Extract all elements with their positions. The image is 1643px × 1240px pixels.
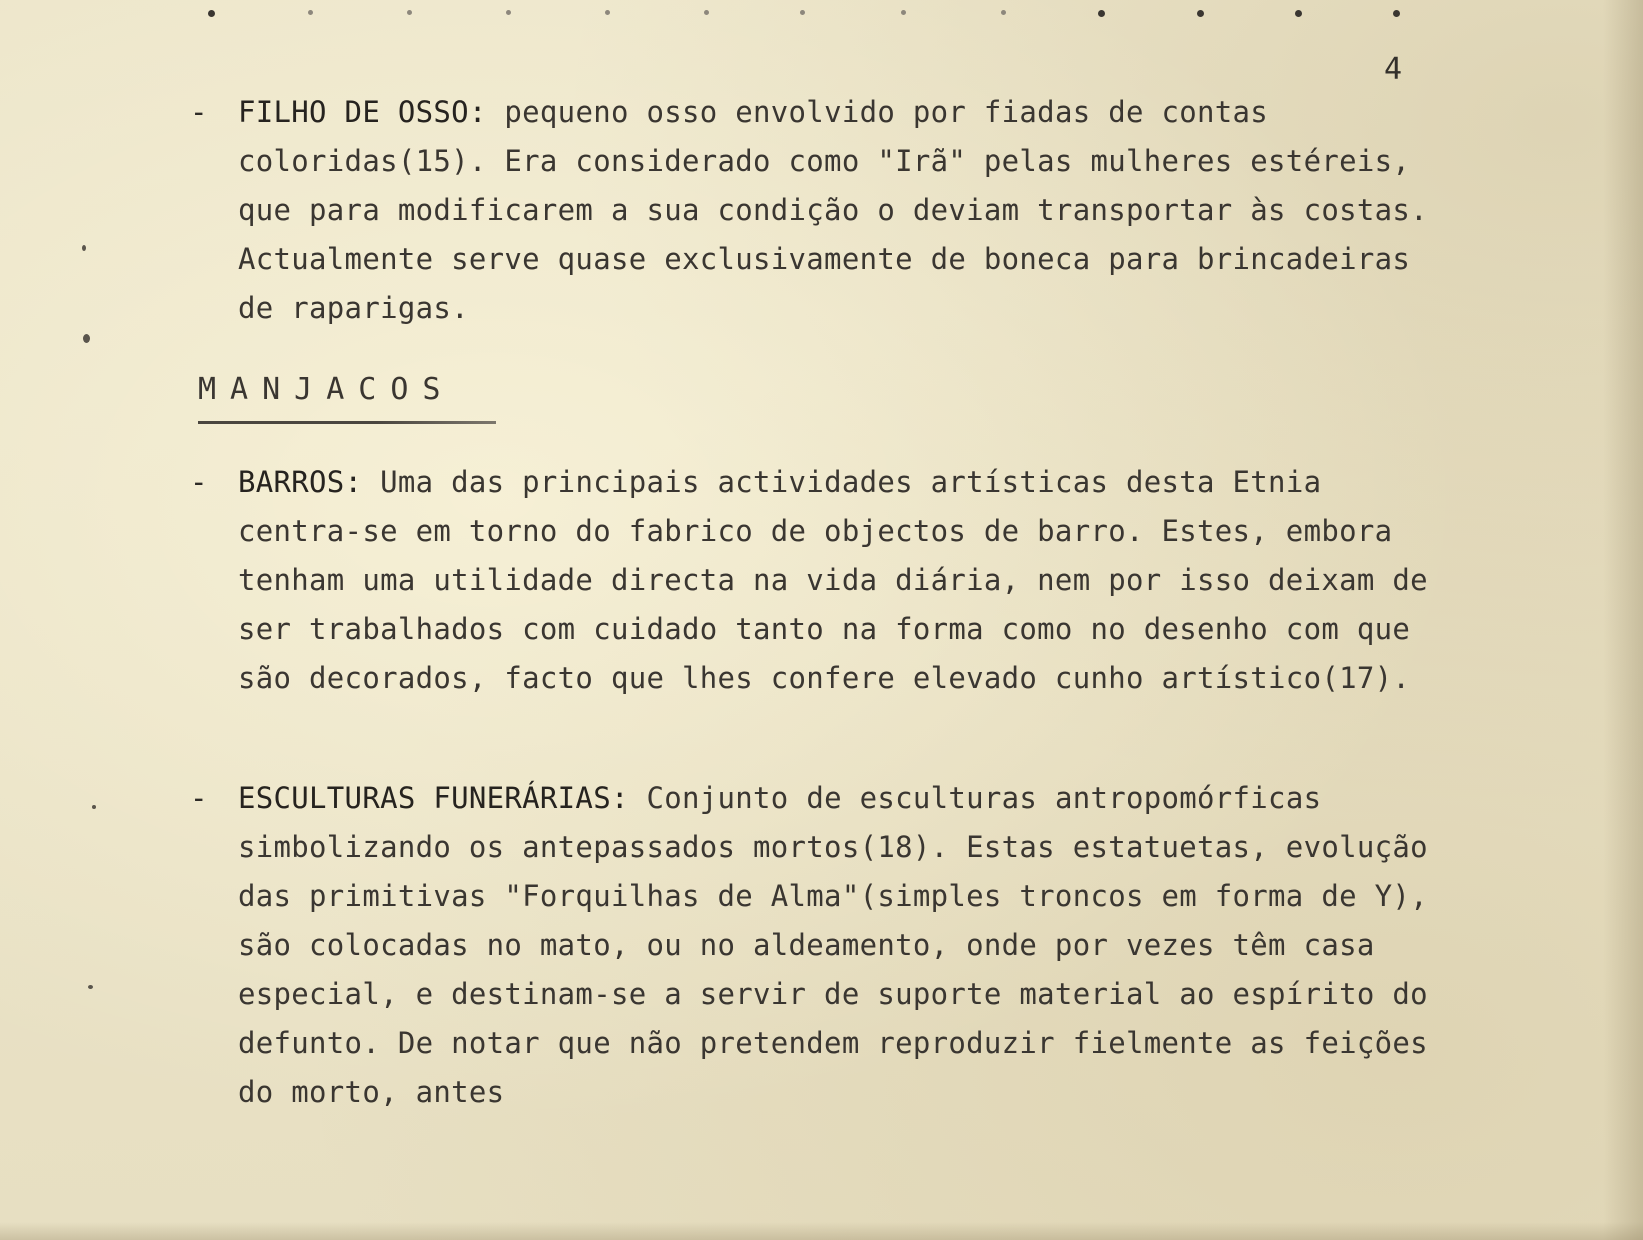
perforation-hole — [901, 10, 906, 15]
entry-paragraph — [190, 458, 1450, 703]
paper-speck — [92, 805, 96, 809]
perforation-row — [0, 10, 1643, 34]
entry-paragraph — [190, 88, 1450, 333]
entry-text: Uma das principais actividades artísticas desta Etnia centra-se em torno do fabrico de objectos de barro. Estes, embora tenham uma utilidade directa na vida diária, nem por isso deixam de ser trabalhados com cuidado tanto na forma como no desenho com que são decorados, facto que lhes confere elevado cunho artístico(17). — [238, 465, 1428, 695]
page-edge-shadow — [1603, 0, 1643, 1240]
entry-term: ESCULTURAS FUNERÁRIAS: — [238, 781, 629, 815]
entry-filho-de-osso — [190, 88, 1450, 333]
page-number: 4 — [1384, 52, 1403, 87]
perforation-hole — [1098, 10, 1105, 17]
perforation-hole — [308, 10, 313, 15]
entry-paragraph — [190, 774, 1450, 1117]
entry-term: FILHO DE OSSO: — [238, 95, 487, 129]
perforation-hole — [800, 10, 805, 15]
perforation-hole — [407, 10, 412, 15]
heading-underline — [198, 421, 496, 424]
perforation-hole — [1001, 10, 1006, 15]
paper-speck — [82, 245, 86, 251]
entry-dash: - — [190, 465, 208, 499]
section-heading: MANJACOS — [198, 372, 455, 407]
entry-term: BARROS: — [238, 465, 363, 499]
entry-dash: - — [190, 95, 208, 129]
perforation-hole — [1393, 10, 1400, 17]
perforation-hole — [1197, 10, 1204, 17]
perforation-hole — [506, 10, 511, 15]
entry-text: pequeno osso envolvido por fiadas de contas coloridas(15). Era considerado como "Irã" pelas mulheres estéreis, que para modificarem a sua condição o deviam transportar às costas. Actualmente serve quase exclusivamente de boneca para brincadeiras de raparigas. — [238, 95, 1428, 325]
perforation-hole — [704, 10, 709, 15]
entry-text: Conjunto de esculturas antropomórficas simbolizando os antepassados mortos(18). Estas estatuetas, evolução das primitivas "Forquilhas de Alma"(simples troncos em forma de Y), são colocadas no mato, ou no aldeamento, onde por vezes têm casa especial, e destinam-se a servir de suporte material ao espírito do defunto. De notar que não pretendem reproduzir fielmente as feições do morto, antes — [238, 781, 1428, 1109]
perforation-hole — [1295, 10, 1302, 17]
perforation-hole — [605, 10, 610, 15]
paper-speck — [83, 334, 90, 343]
entry-esculturas-funerarias — [190, 774, 1450, 1117]
entry-dash: - — [190, 781, 208, 815]
perforation-hole — [208, 10, 215, 17]
page-bottom-edge — [0, 1222, 1643, 1240]
paper-speck — [88, 985, 93, 989]
entry-barros — [190, 458, 1450, 703]
